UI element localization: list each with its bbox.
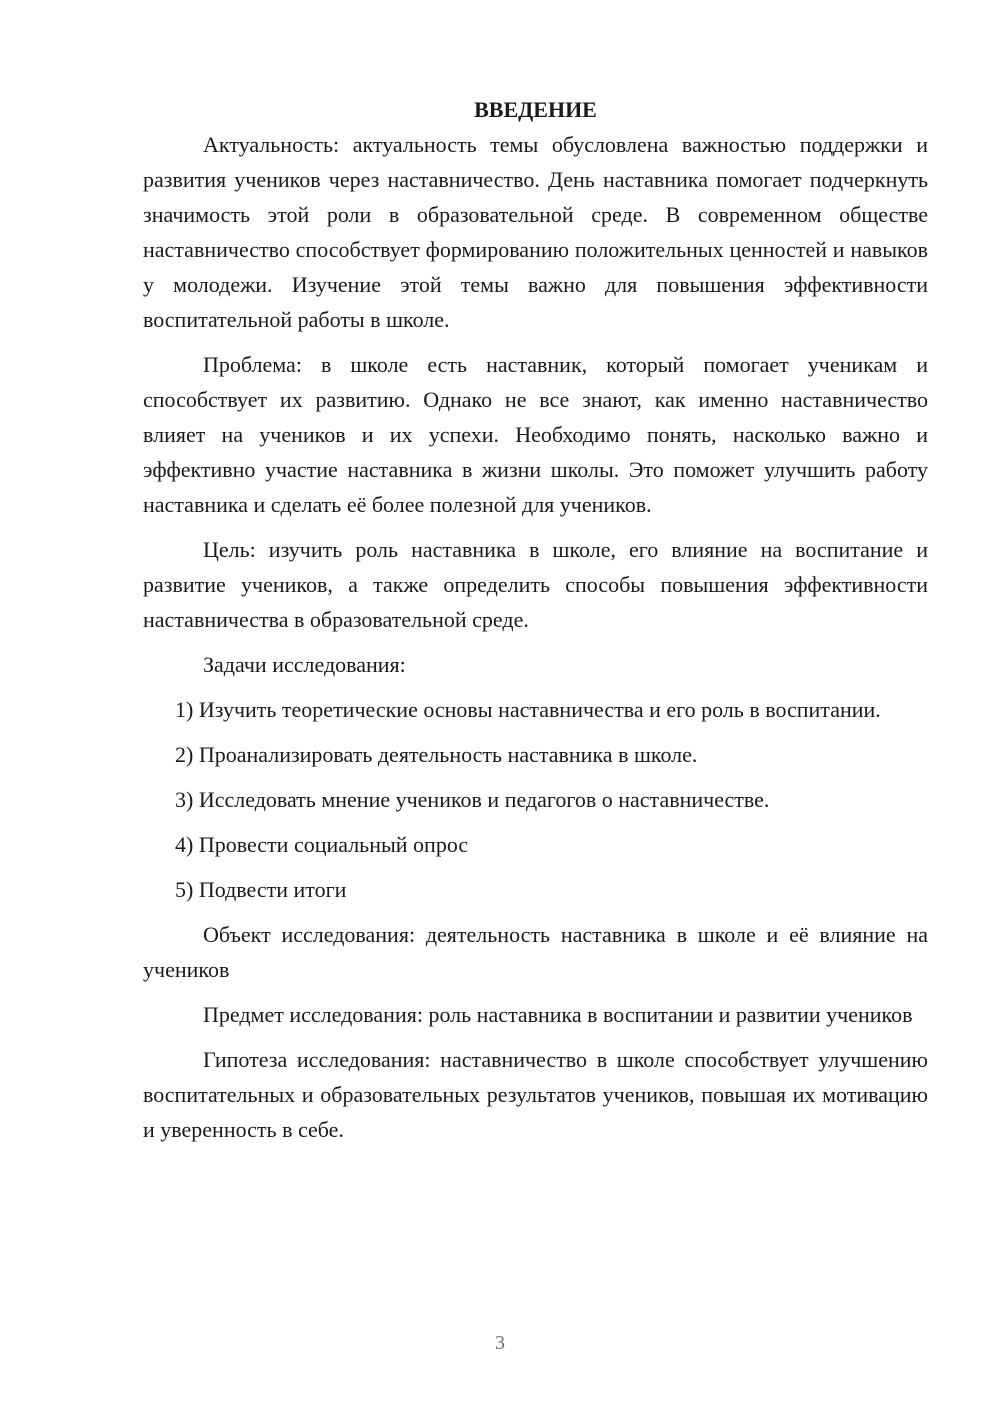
paragraph-tasks-heading: Задачи исследования:	[203, 652, 406, 677]
task-item-3: 3) Исследовать мнение учеников и педагогов о наставничестве.	[175, 787, 770, 812]
page-number: 3	[495, 1332, 505, 1354]
paragraph-object: Объект исследования: деятельность наставника в школе и её влияние на учеников	[143, 922, 928, 982]
page-title: ВВЕДЕНИЕ	[474, 97, 597, 122]
paragraph-subject: Предмет исследования: роль наставника в воспитании и развитии учеников	[203, 1002, 913, 1027]
paragraph-relevance: Актуальность: актуальность темы обусловлена важностью поддержки и развития учеников через наставничество. День наставника помогает подчеркнуть значимость этой роли в образовательной среде. В современном обществе наставничество способствует формированию положительных ценностей и навыков у молодежи. Изучение этой темы важно для повышения эффективности воспитательной работы в школе.	[143, 132, 928, 332]
task-item-4: 4) Провести социальный опрос	[175, 832, 469, 857]
task-item-5: 5) Подвести итоги	[175, 877, 347, 902]
paragraph-problem: Проблема: в школе есть наставник, который помогает ученикам и способствует их развитию. Однако не все знают, как именно наставничество влияет на учеников и их успехи. Необходимо понять, насколько важно и эффективно участие наставника в жизни школы. Это поможет улучшить работу наставника и сделать её более полезной для учеников.	[143, 352, 928, 517]
task-item-2: 2) Проанализировать деятельность наставника в школе.	[175, 742, 698, 767]
paragraph-hypothesis: Гипотеза исследования: наставничество в школе способствует улучшению воспитательных и образовательных результатов учеников, повышая их мотивацию и уверенность в себе.	[143, 1047, 928, 1142]
document-page	[143, 92, 928, 1157]
paragraph-goal: Цель: изучить роль наставника в школе, его влияние на воспитание и развитие учеников, а также определить способы повышения эффективности наставничества в образовательной среде.	[143, 537, 928, 632]
task-item-1: 1) Изучить теоретические основы наставничества и его роль в воспитании.	[175, 697, 881, 722]
